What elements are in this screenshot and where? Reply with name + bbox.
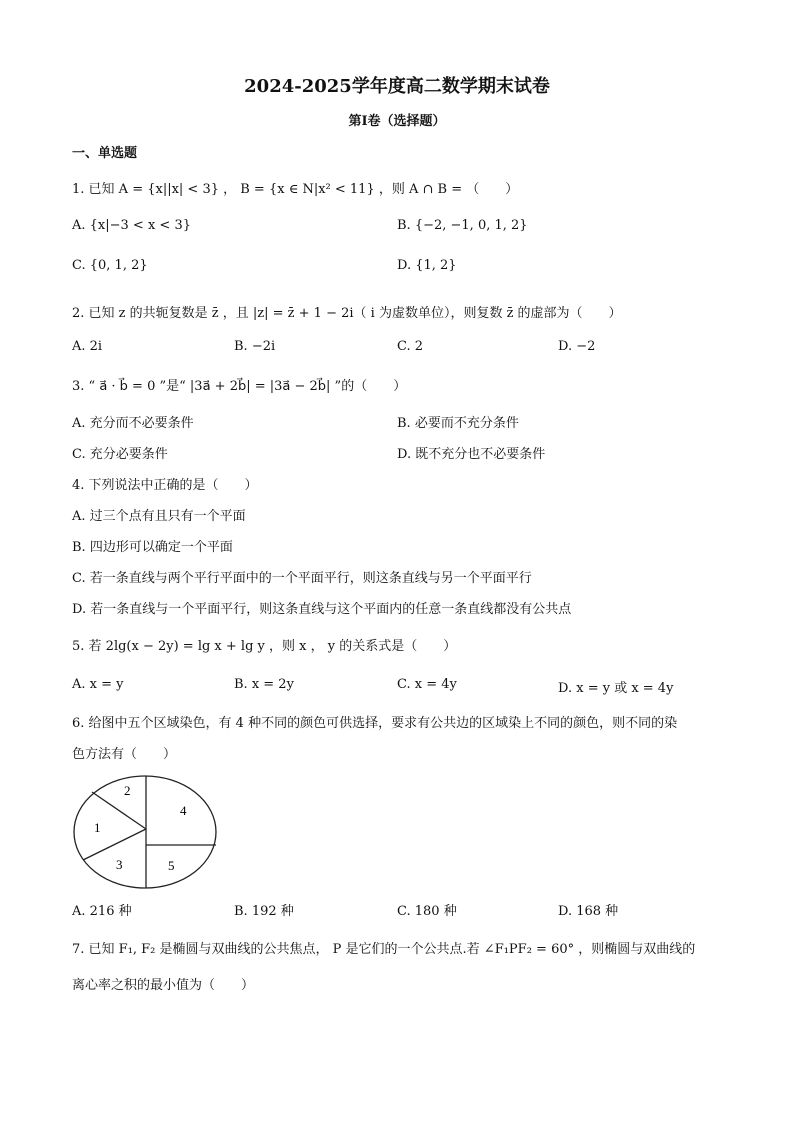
q1-option-d: D. {1, 2} xyxy=(397,258,457,273)
region-label-4: 4 xyxy=(180,803,187,818)
q5-stem: 5. 若 2lg(x − 2y) = lg x + lg y ，则 x ， y 的关系式是（ ） xyxy=(72,639,457,654)
q6-option-c: C. 180 种 xyxy=(397,904,457,919)
q1-option-b: B. {−2, −1, 0, 1, 2} xyxy=(397,218,528,233)
q5-option-d: D. x = y 或 x = 4y xyxy=(558,681,674,696)
region-label-2: 2 xyxy=(124,783,131,798)
q3-option-c: C. 充分必要条件 xyxy=(72,447,168,462)
q3-option-b: B. 必要而不充分条件 xyxy=(397,416,519,431)
q6-option-d: D. 168 种 xyxy=(558,904,619,919)
q7-stem-line1: 7. 已知 F₁, F₂ 是椭圆与双曲线的公共焦点， P 是它们的一个公共点.若 ∠F₁PF₂ = 60° ，则椭圆与双曲线的 xyxy=(72,942,696,957)
q6-option-a: A. 216 种 xyxy=(72,904,132,919)
q3-stem: 3. “ a⃗ · b⃗ = 0 ”是“ |3a⃗ + 2b⃗| = |3a⃗ − 2b⃗| ”的（ ） xyxy=(72,379,407,394)
q1-stem: 1. 已知 A = {x||x| < 3} ， B = {x ∈ N|x² < 11} ，则 A ∩ B = （ ） xyxy=(72,182,519,197)
q3-option-d: D. 既不充分也不必要条件 xyxy=(397,447,546,462)
region-label-3: 3 xyxy=(116,857,123,872)
q5-option-a: A. x = y xyxy=(72,677,124,692)
region-label-1: 1 xyxy=(94,820,101,835)
q4-option-a: A. 过三个点有且只有一个平面 xyxy=(72,509,246,524)
q2-option-a: A. 2i xyxy=(72,339,103,354)
region-coloring-diagram xyxy=(70,772,220,892)
q4-stem: 4. 下列说法中正确的是（ ） xyxy=(72,478,258,493)
page-subtitle: 第I卷（选择题） xyxy=(348,114,446,129)
q2-option-d: D. −2 xyxy=(558,339,596,354)
q5-option-b: B. x = 2y xyxy=(234,677,294,692)
q3-option-a: A. 充分而不必要条件 xyxy=(72,416,194,431)
q2-option-c: C. 2 xyxy=(397,339,424,354)
q6-stem-line2: 色方法有（ ） xyxy=(72,747,177,762)
section-heading: 一、单选题 xyxy=(72,146,138,161)
q4-option-d: D. 若一条直线与一个平面平行，则这条直线与这个平面内的任意一条直线都没有公共点 xyxy=(72,602,572,617)
q1-option-c: C. {0, 1, 2} xyxy=(72,258,148,273)
q2-stem: 2. 已知 z 的共轭复数是 z̄ ，且 |z| = z̄ + 1 − 2i（ i 为虚数单位），则复数 z̄ 的虚部为（ ） xyxy=(72,306,622,321)
diagram-triangle-lower-edge xyxy=(83,829,146,860)
region-label-5: 5 xyxy=(168,858,175,873)
q6-option-b: B. 192 种 xyxy=(234,904,294,919)
q4-option-b: B. 四边形可以确定一个平面 xyxy=(72,540,233,555)
q2-option-b: B. −2i xyxy=(234,339,276,354)
q1-option-a: A. {x|−3 < x < 3} xyxy=(72,218,191,233)
q4-option-c: C. 若一条直线与两个平行平面中的一个平面平行，则这条直线与另一个平面平行 xyxy=(72,571,532,586)
q5-option-c: C. x = 4y xyxy=(397,677,457,692)
q6-stem-line1: 6. 给图中五个区域染色，有 4 种不同的颜色可供选择，要求有公共边的区域染上不同的颜色，则不同的染 xyxy=(72,716,678,731)
page-title: 2024-2025学年度高二数学期末试卷 xyxy=(244,76,550,97)
q7-stem-line2: 离心率之积的最小值为（ ） xyxy=(72,978,255,993)
